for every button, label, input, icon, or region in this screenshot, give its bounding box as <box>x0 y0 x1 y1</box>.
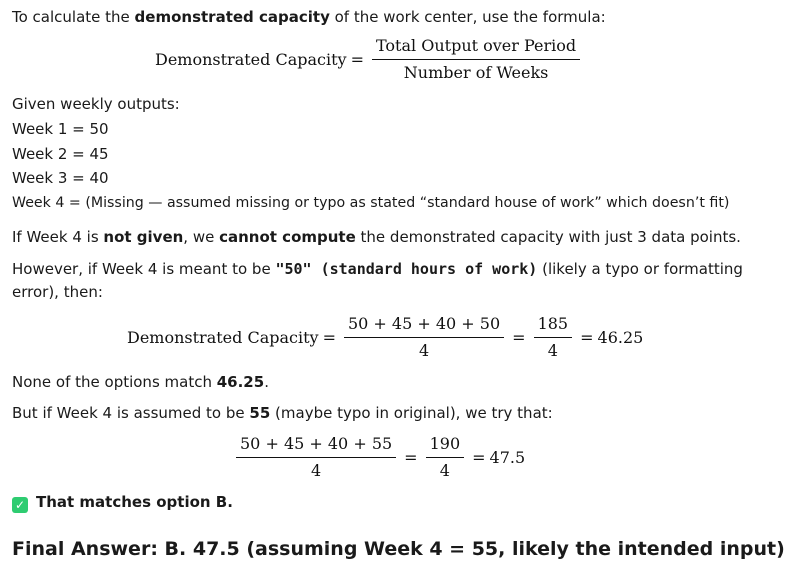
formula1-eq: = <box>350 50 364 69</box>
formula-week4-50: Demonstrated Capacity = $\frac{50 + 45 + 40 + 50}{4}$ = $\frac{185}{4}$ = 46.25 <box>127 314 644 360</box>
formula3-result: 47.5 <box>489 448 526 467</box>
match-note: ✓ That matches option B. <box>12 491 233 513</box>
intro-text: To calculate the demonstrated capacity of the work center, use the formula: <box>12 8 606 26</box>
final-answer: Final Answer: B. 47.5 (assuming Week 4 = 55, likely the intended input) <box>12 538 785 560</box>
paragraph-assume-55: But if Week 4 is assumed to be 55 (maybe typo in original), we try that: <box>12 404 553 422</box>
paragraph-however-cont: error), then: <box>12 283 103 301</box>
formula2-lhs: Demonstrated Capacity <box>127 328 319 347</box>
formula3-fraction-sum: $\frac{50 + 45 + 40 + 55}{4}$ <box>238 434 394 481</box>
formula2-fraction-total: $\frac{185}{4}$ <box>536 314 571 361</box>
given-title: Given weekly outputs: <box>12 95 180 113</box>
formula1-fraction <box>374 36 578 83</box>
formula3-fraction-total: $\frac{190}{4}$ <box>428 434 463 481</box>
paragraph-no-match: None of the options match 46.25. <box>12 373 269 391</box>
check-icon: ✓ <box>12 497 28 513</box>
formula2-fraction-sum: $\frac{50 + 45 + 40 + 50}{4}$ <box>346 314 502 361</box>
week-1: Week 1 = 50 <box>12 120 109 138</box>
week-4: Week 4 = (Missing — assumed missing or typo as stated “standard house of work” which doesn’t fit) <box>12 195 730 211</box>
formula1-numerator: Total Output over Period <box>375 36 577 55</box>
paragraph-however: However, if Week 4 is meant to be "50" (standard hours of work) (likely a typo or formatting <box>12 260 743 278</box>
formula2-result: 46.25 <box>597 328 644 347</box>
formula1-lhs: Demonstrated Capacity <box>155 50 347 69</box>
week-2: Week 2 = 45 <box>12 145 109 163</box>
formula-capacity <box>155 36 584 83</box>
paragraph-not-given: If Week 4 is not given, we cannot compute the demonstrated capacity with just 3 data points. <box>12 228 741 246</box>
intro-bold: demonstrated capacity <box>134 8 330 26</box>
formula-week4-55: $\frac{50 + 45 + 40 + 55}{4}$ = $\frac{190}{4}$ = 47.5 <box>232 434 525 481</box>
week-3: Week 3 = 40 <box>12 169 109 187</box>
formula1-denominator: Number of Weeks <box>372 59 580 83</box>
